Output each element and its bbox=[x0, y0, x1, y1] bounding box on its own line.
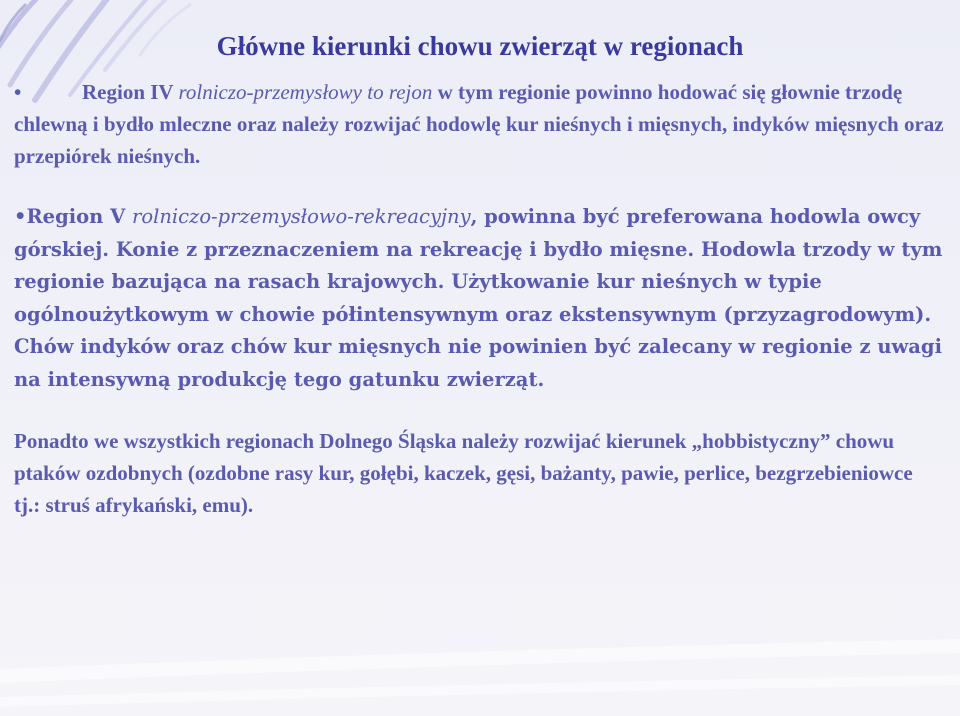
region-iv-paragraph bbox=[14, 76, 944, 172]
slide-body bbox=[14, 76, 944, 521]
region-v-paragraph bbox=[14, 201, 944, 396]
stripe-decoration-bottom bbox=[0, 636, 960, 716]
region-iv-text: w tym regionie powinno hodować się głownie trzodę chlewną i bydło mleczne oraz należy rozwijać hodowlę kur nieśnych i mięsnych, indyków mięsnych oraz przepiórek nieśnych. bbox=[14, 80, 944, 168]
region-v-text: , powinna być preferowana hodowla owcy górskiej. Konie z przeznaczeniem na rekreację i bydło mięsne. Hodowla trzody w tym regionie bazująca na rasach krajowych. Użytkowanie kur nieśnych w typie ogólnoużytkowym w chowie półintensywnym oraz ekstensywnym (przyzagrodowym). Chów indyków oraz chów kur mięsnych nie powinien być zalecany w regionie z uwagi na intensywną produkcję tego gatunku zwierząt. bbox=[14, 205, 943, 391]
bullet: • bbox=[14, 80, 22, 104]
region-iv-type: rolniczo-przemysłowy to rejon bbox=[178, 80, 433, 104]
region-iv-label: Region IV bbox=[82, 80, 174, 104]
slide-title: Główne kierunki chowu zwierząt w regionach bbox=[216, 31, 744, 61]
region-v-label: Region V bbox=[26, 205, 126, 228]
summary-paragraph: Ponadto we wszystkich regionach Dolnego Śląska należy rozwijać kierunek „hobbistyczny” chowu ptaków ozdobnych (ozdobne rasy kur, gołębi, kaczek, gęsi, bażanty, pawie, perlice, bezgrzebieniowce tj.: struś afrykański, emu). bbox=[14, 429, 913, 517]
region-v-type: rolniczo-przemysłowo-rekreacyjny bbox=[132, 205, 471, 228]
bullet: • bbox=[14, 205, 27, 228]
